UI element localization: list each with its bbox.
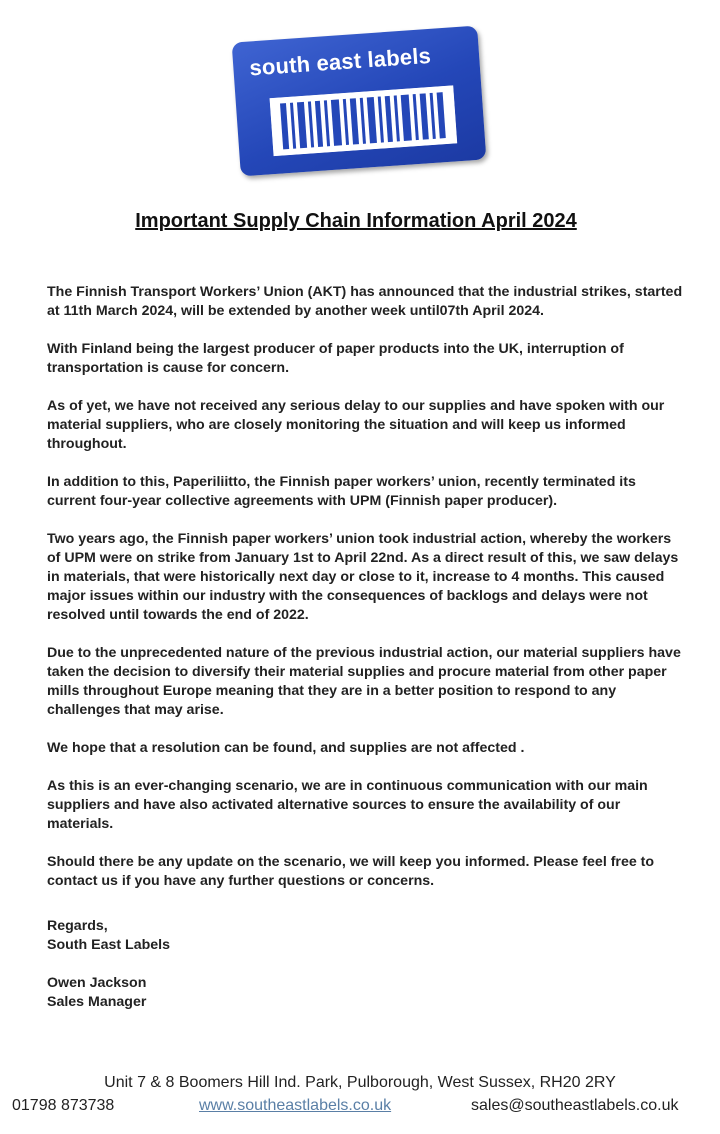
paragraph: Should there be any update on the scenario, we will keep you informed. Please feel free to contact us if you have any further questions or concerns. bbox=[47, 854, 655, 889]
signatory-block bbox=[47, 974, 146, 1012]
document-title: Important Supply Chain Information April 2024 bbox=[135, 210, 577, 232]
barcode-icon bbox=[270, 85, 458, 156]
company-logo bbox=[232, 26, 490, 178]
signatory-name: Owen Jackson bbox=[47, 975, 147, 991]
letter-body bbox=[47, 283, 687, 910]
website-link[interactable]: www.southeastlabels.co.uk bbox=[199, 1097, 392, 1114]
closing-salutation: Regards, bbox=[47, 918, 108, 934]
paragraph: Two years ago, the Finnish paper workers’ union took industrial action, whereby the workers of UPM were on strike from January 1st to April 22nd. As a direct result of this, we saw delays in materials, that were historically next day or close to it, increase to 4 months. This caused major issues within our industry with the consequences of backlogs and delays were not resolved until towards the end of 2022. bbox=[47, 531, 679, 623]
footer-address: Unit 7 & 8 Boomers Hill Ind. Park, Pulborough, West Sussex, RH20 2RY bbox=[104, 1074, 616, 1091]
paragraph: With Finland being the largest producer of paper products into the UK, interruption of transportation is cause for concern. bbox=[47, 341, 624, 376]
paragraph: As this is an ever-changing scenario, we are in continuous communication with our main suppliers and have also activated alternative sources to ensure the availability of our materials. bbox=[47, 778, 648, 832]
logo-card bbox=[232, 26, 487, 177]
closing-company: South East Labels bbox=[47, 937, 170, 953]
paragraph: We hope that a resolution can be found, and supplies are not affected . bbox=[47, 740, 525, 756]
paragraph: In addition to this, Paperiliitto, the Finnish paper workers’ union, recently terminated its current four-year collective agreements with UPM (Finnish paper producer). bbox=[47, 474, 636, 509]
footer-email[interactable]: sales@southeastlabels.co.uk bbox=[471, 1097, 679, 1114]
paragraph: As of yet, we have not received any serious delay to our supplies and have spoken with our material suppliers, who are closely monitoring the situation and will keep us informed throughout. bbox=[47, 398, 665, 452]
paragraph: The Finnish Transport Workers’ Union (AKT) has announced that the industrial strikes, started at 11th March 2024, will be extended by another week until07th April 2024. bbox=[47, 284, 683, 319]
paragraph: Due to the unprecedented nature of the previous industrial action, our material suppliers have taken the decision to diversify their material supplies and procure material from other paper mills throughout Europe meaning that they are in a better position to respond to any challenges that may arise. bbox=[47, 645, 681, 718]
closing-block bbox=[47, 917, 170, 955]
footer-phone: 01798 873738 bbox=[12, 1097, 115, 1114]
logo-text: south east labels bbox=[248, 42, 432, 81]
signatory-role: Sales Manager bbox=[47, 994, 147, 1010]
